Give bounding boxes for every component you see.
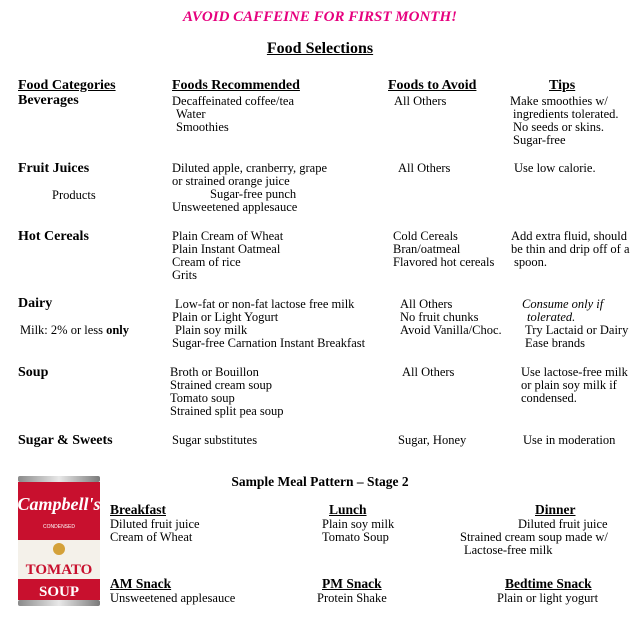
list-item: Strained split pea soup bbox=[170, 404, 284, 418]
am-snack-items bbox=[110, 592, 235, 605]
page-title: Food Selections bbox=[266, 40, 374, 57]
list-item: No seeds or skins. bbox=[513, 120, 604, 134]
sweets-recommended bbox=[172, 434, 257, 447]
list-item: Sugar, Honey bbox=[398, 433, 467, 447]
soup-recommended bbox=[170, 366, 284, 418]
pm-snack-heading: PM Snack bbox=[322, 576, 382, 591]
can-word-soup: SOUP bbox=[38, 584, 80, 600]
list-item: Bran/oatmeal bbox=[393, 242, 461, 256]
list-item: Diluted fruit juice bbox=[518, 517, 608, 531]
category-sugar-sweets: Sugar & Sweets bbox=[18, 433, 113, 448]
fruit-juices-recommended bbox=[172, 162, 327, 214]
list-item: Lactose-free milk bbox=[464, 543, 553, 557]
category-fruit-juices-sub: Products bbox=[52, 188, 96, 202]
list-item: Plain Cream of Wheat bbox=[172, 229, 284, 243]
dairy-recommended bbox=[172, 298, 365, 350]
list-item: ingredients tolerated. bbox=[513, 107, 619, 121]
dinner-items bbox=[460, 518, 608, 557]
list-item: or plain soy milk if bbox=[521, 378, 617, 392]
lunch-heading: Lunch bbox=[329, 502, 367, 517]
header-foods-to-avoid: Foods to Avoid bbox=[388, 78, 477, 93]
category-soup: Soup bbox=[18, 365, 49, 380]
can-word-tomato: TOMATO bbox=[25, 562, 93, 578]
am-snack-heading: AM Snack bbox=[110, 576, 172, 591]
fruit-juices-tips bbox=[514, 162, 596, 175]
list-item: Use in moderation bbox=[523, 433, 616, 447]
can-bottom-rim bbox=[18, 600, 100, 606]
breakfast-items bbox=[110, 518, 200, 544]
list-item: Try Lactaid or Dairy bbox=[525, 323, 629, 337]
caffeine-warning: AVOID CAFFEINE FOR FIRST MONTH! bbox=[183, 9, 457, 25]
list-item: Cream of Wheat bbox=[110, 530, 193, 544]
soup-avoid bbox=[402, 366, 454, 379]
bedtime-snack-items bbox=[497, 592, 598, 605]
sweets-avoid bbox=[398, 434, 466, 447]
list-item: Sugar-free punch bbox=[210, 187, 297, 201]
beverages-avoid bbox=[394, 95, 446, 108]
dairy-tips bbox=[522, 298, 628, 350]
category-dairy-sub bbox=[20, 324, 129, 337]
list-item: Diluted apple, cranberry, grape bbox=[172, 161, 328, 175]
list-item: Plain Instant Oatmeal bbox=[172, 242, 281, 256]
list-item: Broth or Bouillon bbox=[170, 365, 259, 379]
dairy-avoid bbox=[400, 298, 502, 337]
bedtime-snack-heading: Bedtime Snack bbox=[505, 576, 592, 591]
list-item: Protein Shake bbox=[317, 591, 387, 605]
header-tips: Tips bbox=[549, 78, 576, 93]
list-item: Add extra fluid, should bbox=[511, 229, 627, 243]
list-item: Strained cream soup made w/ bbox=[460, 530, 608, 544]
list-item: All Others bbox=[400, 297, 453, 311]
list-item: Ease brands bbox=[525, 336, 586, 350]
list-item: Diluted fruit juice bbox=[110, 517, 200, 531]
list-item: All Others bbox=[394, 94, 447, 108]
hot-cereals-avoid bbox=[393, 230, 494, 269]
list-item: Strained cream soup bbox=[170, 378, 273, 392]
list-item: Use lactose-free milk bbox=[521, 365, 628, 379]
list-item: condensed. bbox=[521, 391, 577, 405]
can-brand: Campbell's bbox=[17, 494, 101, 514]
fruit-juices-avoid bbox=[398, 162, 450, 175]
category-fruit-juices: Fruit Juices bbox=[18, 161, 90, 176]
header-food-categories: Food Categories bbox=[18, 78, 116, 93]
dairy-sub-text: Milk: 2% or less bbox=[20, 323, 107, 337]
list-item: Sugar substitutes bbox=[172, 433, 258, 447]
list-item: Consume only if bbox=[522, 297, 604, 311]
list-item: Low-fat or non-fat lactose free milk bbox=[175, 297, 355, 311]
can-condensed: CONDENSED bbox=[43, 524, 75, 530]
list-item: Plain soy milk bbox=[322, 517, 395, 531]
hot-cereals-tips bbox=[511, 230, 630, 269]
list-item: Unsweetened applesauce bbox=[110, 591, 236, 605]
list-item: or strained orange juice bbox=[172, 174, 290, 188]
list-item: tolerated. bbox=[527, 310, 576, 324]
list-item: Smoothies bbox=[176, 120, 229, 134]
list-item: Grits bbox=[172, 268, 197, 282]
list-item: Cream of rice bbox=[172, 255, 241, 269]
category-dairy: Dairy bbox=[18, 296, 53, 311]
list-item: No fruit chunks bbox=[400, 310, 479, 324]
list-item: spoon. bbox=[514, 255, 547, 269]
list-item: Make smoothies w/ bbox=[510, 94, 608, 108]
list-item: Avoid Vanilla/Choc. bbox=[400, 323, 502, 337]
pm-snack-items bbox=[317, 592, 387, 605]
category-hot-cereals: Hot Cereals bbox=[18, 229, 89, 244]
list-item: Cold Cereals bbox=[393, 229, 458, 243]
soup-can-image bbox=[16, 476, 102, 606]
list-item: be thin and drip off of a bbox=[511, 242, 630, 256]
sweets-tips bbox=[523, 434, 615, 447]
list-item: Use low calorie. bbox=[514, 161, 596, 175]
list-item: All Others bbox=[398, 161, 451, 175]
list-item: Sugar-free Carnation Instant Breakfast bbox=[172, 336, 366, 350]
list-item: Tomato soup bbox=[170, 391, 235, 405]
soup-tips bbox=[521, 366, 628, 405]
list-item: Plain or Light Yogurt bbox=[172, 310, 279, 324]
list-item: Water bbox=[176, 107, 206, 121]
dinner-heading: Dinner bbox=[535, 502, 576, 517]
list-item: Unsweetened applesauce bbox=[172, 200, 298, 214]
can-medallion bbox=[53, 543, 65, 555]
list-item: Decaffeinated coffee/tea bbox=[172, 94, 295, 108]
list-item: All Others bbox=[402, 365, 455, 379]
list-item: Plain or light yogurt bbox=[497, 591, 599, 605]
list-item: Flavored hot cereals bbox=[393, 255, 495, 269]
category-beverages: Beverages bbox=[18, 93, 79, 108]
meal-pattern-title: Sample Meal Pattern – Stage 2 bbox=[231, 474, 409, 489]
hot-cereals-recommended bbox=[172, 230, 283, 282]
breakfast-heading: Breakfast bbox=[110, 502, 166, 517]
list-item: Plain soy milk bbox=[175, 323, 248, 337]
lunch-items bbox=[322, 518, 394, 544]
dairy-sub-emphasis: only bbox=[106, 323, 130, 337]
beverages-tips bbox=[510, 95, 619, 147]
list-item: Tomato Soup bbox=[322, 530, 389, 544]
header-foods-recommended: Foods Recommended bbox=[172, 78, 300, 93]
beverages-recommended bbox=[172, 95, 294, 134]
list-item: Sugar-free bbox=[513, 133, 566, 147]
